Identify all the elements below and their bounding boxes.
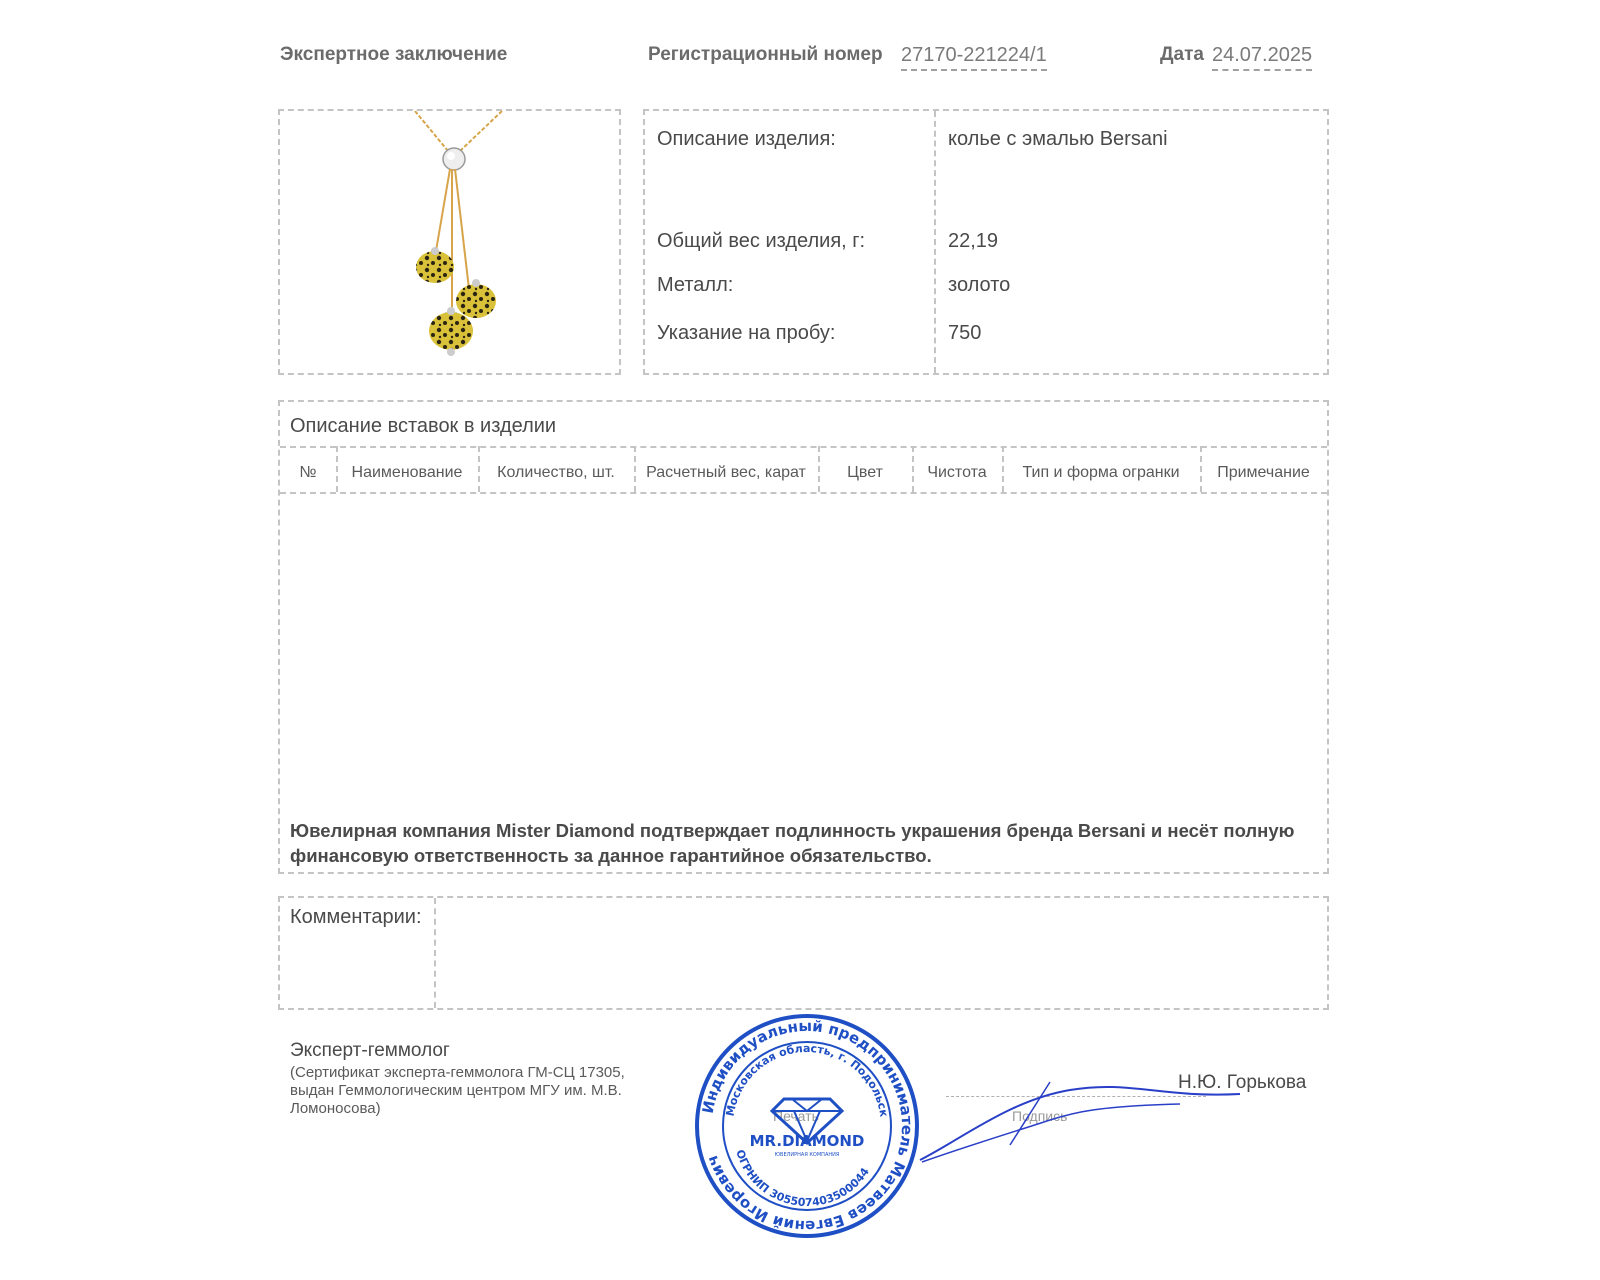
comments-label: Комментарии: bbox=[290, 906, 422, 928]
col-weight: Расчетный вес, карат bbox=[646, 464, 806, 481]
necklace-image bbox=[280, 111, 619, 373]
item-hallmark-label: Указание на пробу: bbox=[657, 322, 836, 344]
item-description-value: колье с эмалью Bersani bbox=[948, 128, 1168, 150]
reg-number-label: Регистрационный номер bbox=[648, 44, 883, 65]
col-cut: Тип и форма огранки bbox=[1022, 464, 1180, 481]
comments-box bbox=[278, 896, 1329, 1010]
signature-label: Подпись bbox=[1012, 1108, 1068, 1124]
expert-title: Эксперт-геммолог bbox=[290, 1040, 450, 1061]
item-metal-label: Металл: bbox=[657, 274, 734, 296]
item-metal-value: золото bbox=[948, 274, 1011, 296]
stamp-outer-text: Индивидуальный предприниматель Матвеев Евгений Игоревич bbox=[698, 1016, 917, 1236]
stamp-label: Печать bbox=[773, 1108, 819, 1124]
expert-name: Н.Ю. Горькова bbox=[1178, 1072, 1307, 1093]
inserts-title: Описание вставок в изделии bbox=[290, 415, 557, 437]
item-weight-value: 22,19 bbox=[948, 230, 999, 252]
guarantee-text: Ювелирная компания Mister Diamond подтверждает подлинность украшения бренда Bersani и несёт полную финансовую ответственность за данное гарантийное обязательство. bbox=[290, 820, 1295, 866]
product-photo-box bbox=[278, 109, 621, 375]
date-value: 24.07.2025 bbox=[1212, 44, 1312, 71]
stamp-inner-text: Московская область, г. Подольск bbox=[723, 1041, 891, 1118]
document-title: Экспертное заключение bbox=[280, 44, 508, 65]
item-weight-label: Общий вес изделия, г: bbox=[657, 230, 866, 252]
col-clarity: Чистота bbox=[927, 464, 987, 481]
stamp-brand-sub: ЮВЕЛИРНАЯ КОМПАНИЯ bbox=[774, 1152, 840, 1158]
expert-certificate: (Сертификат эксперта-геммолога ГМ-СЦ 17305, выдан Геммологическим центром МГУ им. М.В. Ломоносова) bbox=[290, 1064, 625, 1117]
stamp-brand: MR.DIAMOND bbox=[749, 1132, 865, 1150]
date-label: Дата bbox=[1160, 44, 1204, 65]
item-hallmark-value: 750 bbox=[948, 322, 982, 344]
company-stamp bbox=[694, 1013, 920, 1239]
reg-number-value: 27170-221224/1 bbox=[901, 44, 1047, 71]
signature-scribble bbox=[900, 1070, 1260, 1170]
stamp-ogrnip: ОГРНИП 305507403500044 bbox=[733, 1148, 872, 1210]
col-color: Цвет bbox=[847, 464, 883, 481]
col-number: № bbox=[299, 464, 317, 481]
col-quantity: Количество, шт. bbox=[497, 464, 615, 481]
col-note: Примечание bbox=[1217, 464, 1310, 481]
item-description-label: Описание изделия: bbox=[657, 128, 836, 150]
col-name: Наименование bbox=[351, 464, 463, 481]
